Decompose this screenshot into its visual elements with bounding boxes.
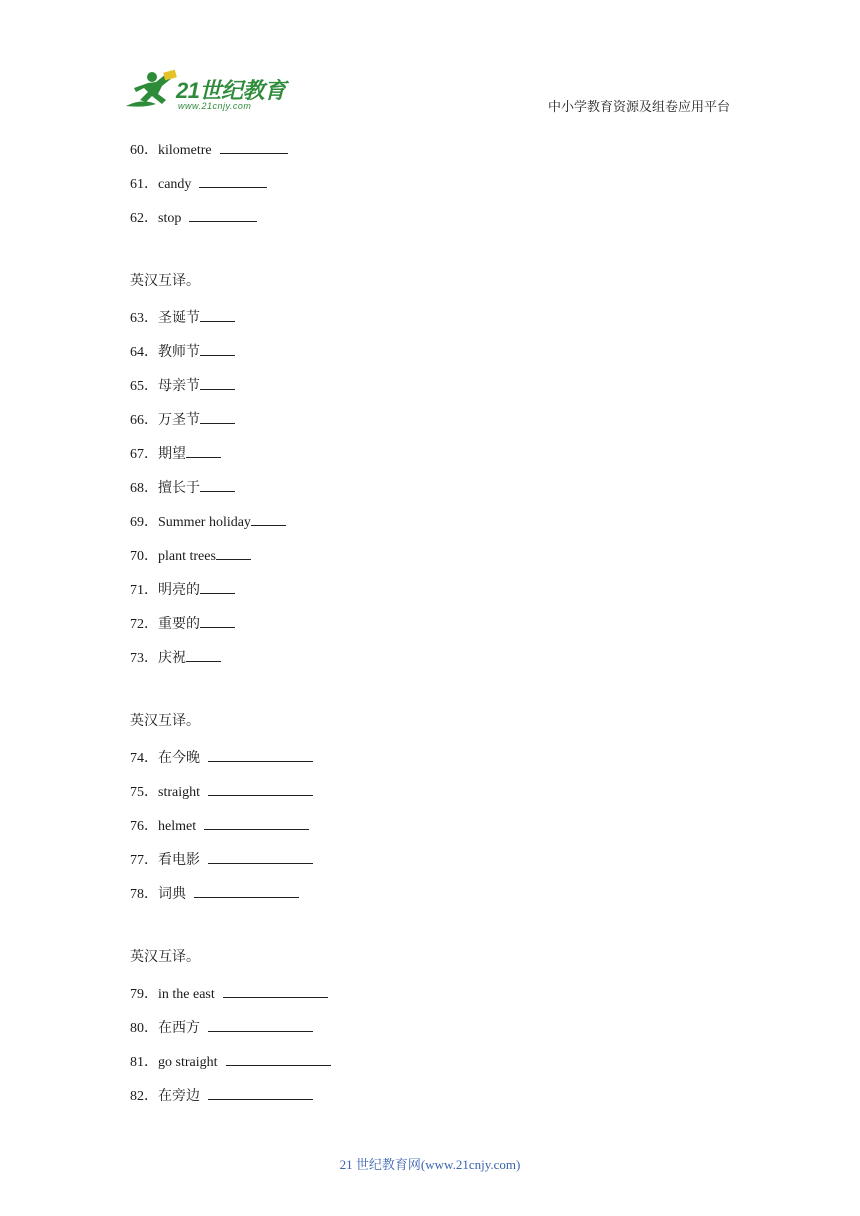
list-item bbox=[130, 171, 730, 205]
item-text: 明亮的 bbox=[158, 583, 200, 598]
item-text: 教师节 bbox=[158, 345, 200, 360]
list-item bbox=[130, 475, 730, 509]
item-text: Summer holiday bbox=[158, 515, 251, 530]
item-text: 词典 bbox=[158, 887, 186, 902]
item-number: 79． bbox=[130, 987, 158, 1002]
answer-blank[interactable] bbox=[226, 1049, 331, 1066]
list-item bbox=[130, 779, 730, 813]
logo bbox=[122, 68, 292, 118]
list-item bbox=[130, 1015, 730, 1049]
list-item bbox=[130, 881, 730, 915]
list-item bbox=[130, 1049, 730, 1083]
logo-url: www.21cnjy.com bbox=[178, 101, 252, 111]
item-text: 擅长于 bbox=[158, 481, 200, 496]
runner-logo-icon bbox=[122, 68, 178, 114]
answer-blank[interactable] bbox=[208, 745, 313, 762]
item-number: 64． bbox=[130, 345, 158, 360]
list-item bbox=[130, 509, 730, 543]
list-item bbox=[130, 611, 730, 645]
list-item bbox=[130, 543, 730, 577]
answer-blank[interactable] bbox=[200, 407, 235, 424]
item-number: 67． bbox=[130, 447, 158, 462]
item-text: in the east bbox=[158, 987, 215, 1002]
item-number: 81． bbox=[130, 1055, 158, 1070]
item-number: 78． bbox=[130, 887, 158, 902]
answer-blank[interactable] bbox=[194, 881, 299, 898]
section-heading: 英汉互译。 bbox=[130, 714, 200, 729]
list-item bbox=[130, 407, 730, 441]
section-heading: 英汉互译。 bbox=[130, 274, 200, 289]
answer-blank[interactable] bbox=[220, 137, 288, 154]
item-number: 60． bbox=[130, 143, 158, 158]
item-text: go straight bbox=[158, 1055, 218, 1070]
item-number: 69． bbox=[130, 515, 158, 530]
list-item bbox=[130, 441, 730, 475]
answer-blank[interactable] bbox=[200, 373, 235, 390]
worksheet-content bbox=[130, 137, 730, 1117]
item-text: 圣诞节 bbox=[158, 311, 200, 326]
answer-blank[interactable] bbox=[223, 981, 328, 998]
item-text: 母亲节 bbox=[158, 379, 200, 394]
item-text: candy bbox=[158, 177, 192, 192]
item-number: 80． bbox=[130, 1021, 158, 1036]
answer-blank[interactable] bbox=[216, 543, 251, 560]
item-text: kilometre bbox=[158, 143, 212, 158]
item-number: 66． bbox=[130, 413, 158, 428]
item-number: 75． bbox=[130, 785, 158, 800]
answer-blank[interactable] bbox=[186, 645, 221, 662]
page-header bbox=[0, 0, 860, 130]
item-number: 72． bbox=[130, 617, 158, 632]
list-item bbox=[130, 813, 730, 847]
list-item bbox=[130, 847, 730, 881]
item-number: 77． bbox=[130, 853, 158, 868]
answer-blank[interactable] bbox=[208, 1083, 313, 1100]
answer-blank[interactable] bbox=[200, 577, 235, 594]
item-number: 62． bbox=[130, 211, 158, 226]
list-item bbox=[130, 339, 730, 373]
answer-blank[interactable] bbox=[200, 611, 235, 628]
list-item bbox=[130, 1083, 730, 1117]
item-number: 74． bbox=[130, 751, 158, 766]
item-number: 71． bbox=[130, 583, 158, 598]
item-text: plant trees bbox=[158, 549, 216, 564]
item-number: 70． bbox=[130, 549, 158, 564]
item-text: straight bbox=[158, 785, 200, 800]
item-number: 82． bbox=[130, 1089, 158, 1104]
list-item bbox=[130, 981, 730, 1015]
item-number: 65． bbox=[130, 379, 158, 394]
page-footer: 21 世纪教育网(www.21cnjy.com) bbox=[339, 1157, 521, 1172]
item-number: 68． bbox=[130, 481, 158, 496]
logo-text: 21世纪教育 bbox=[176, 78, 286, 103]
answer-blank[interactable] bbox=[208, 847, 313, 864]
item-text: helmet bbox=[158, 819, 197, 834]
item-number: 63． bbox=[130, 311, 158, 326]
list-item bbox=[130, 373, 730, 407]
list-item bbox=[130, 645, 730, 679]
item-number: 76． bbox=[130, 819, 158, 834]
answer-blank[interactable] bbox=[208, 1015, 313, 1032]
answer-blank[interactable] bbox=[208, 779, 313, 796]
answer-blank[interactable] bbox=[200, 339, 235, 356]
answer-blank[interactable] bbox=[186, 441, 221, 458]
answer-blank[interactable] bbox=[200, 305, 235, 322]
item-number: 61． bbox=[130, 177, 158, 192]
item-text: 重要的 bbox=[158, 617, 200, 632]
list-item bbox=[130, 305, 730, 339]
section-heading: 英汉互译。 bbox=[130, 950, 200, 965]
item-text: stop bbox=[158, 211, 182, 226]
item-text: 庆祝 bbox=[158, 651, 186, 666]
answer-blank[interactable] bbox=[200, 475, 235, 492]
list-item bbox=[130, 745, 730, 779]
item-text: 在今晚 bbox=[158, 751, 200, 766]
item-number: 73． bbox=[130, 651, 158, 666]
answer-blank[interactable] bbox=[189, 205, 257, 222]
list-item bbox=[130, 137, 730, 171]
answer-blank[interactable] bbox=[204, 813, 309, 830]
answer-blank[interactable] bbox=[199, 171, 267, 188]
item-text: 看电影 bbox=[158, 853, 200, 868]
answer-blank[interactable] bbox=[251, 509, 286, 526]
header-tagline: 中小学教育资源及组卷应用平台 bbox=[547, 99, 730, 114]
list-item bbox=[130, 577, 730, 611]
list-item bbox=[130, 205, 730, 239]
item-text: 在西方 bbox=[158, 1021, 200, 1036]
item-text: 期望 bbox=[158, 447, 186, 462]
item-text: 万圣节 bbox=[158, 413, 200, 428]
item-text: 在旁边 bbox=[158, 1089, 200, 1104]
